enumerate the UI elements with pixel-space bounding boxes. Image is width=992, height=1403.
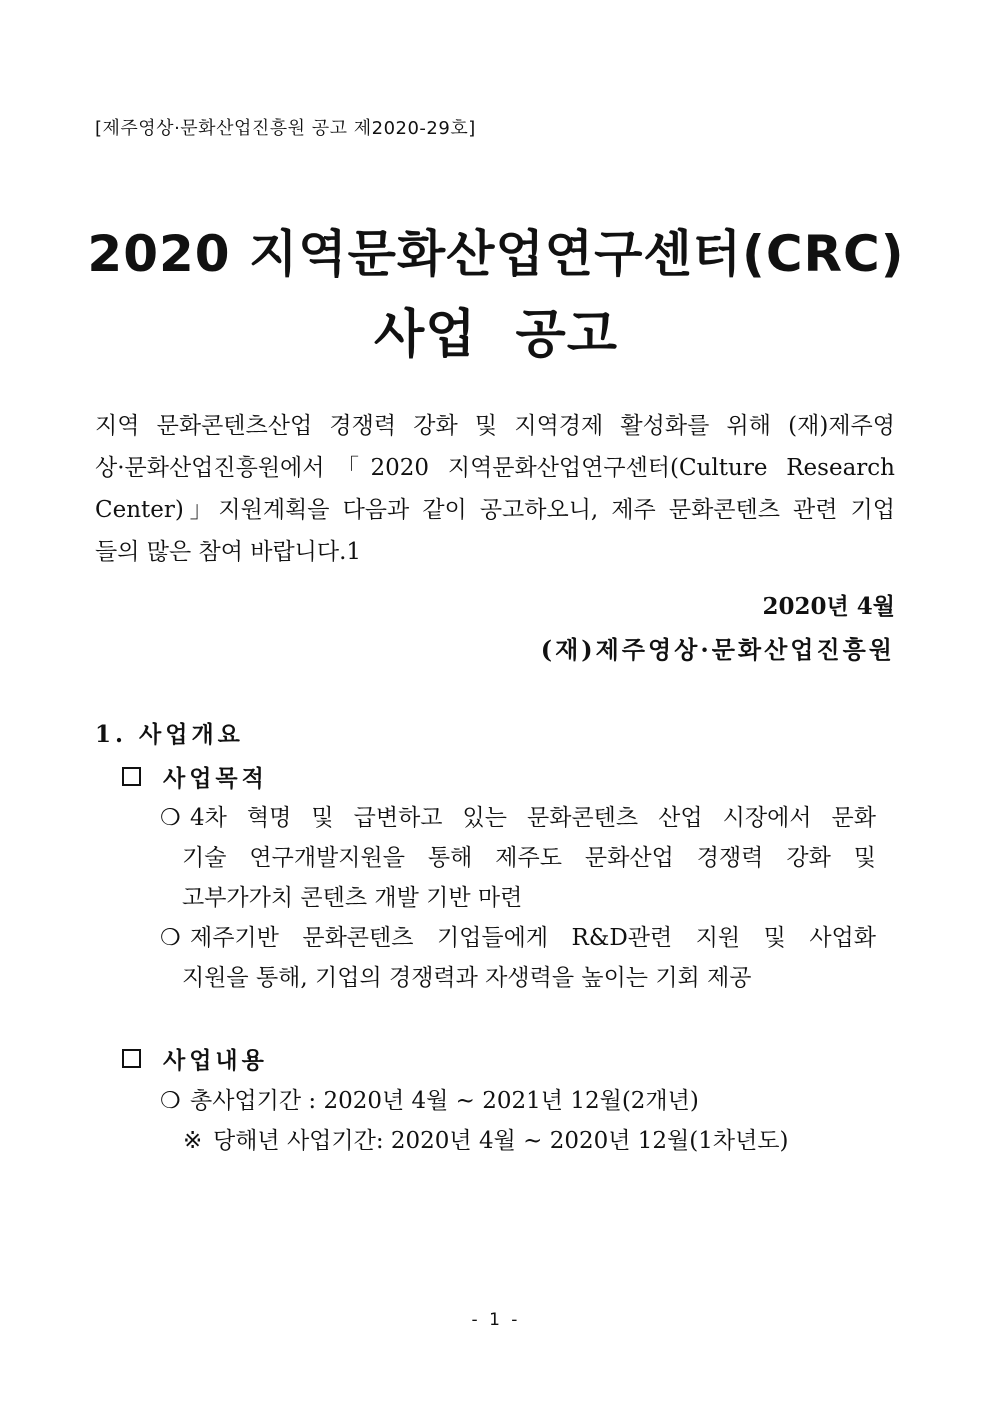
subsection-purpose	[122, 760, 268, 793]
intro-line: Center)」지원계획을 다음과 같이 공고하오니, 제주 문화콘텐츠 관련 기업	[95, 497, 895, 523]
announcement-date: 2020년 4월	[762, 593, 895, 620]
note-item	[183, 1121, 899, 1161]
list-item-text: 총사업기간 : 2020년 4월 ~ 2021년 12월(2개년)	[190, 1088, 699, 1114]
page-subtitle: 사업 공고	[373, 305, 619, 365]
intro-line: 들의 많은 참여 바랍니다.1	[95, 539, 362, 565]
section-heading: 1. 사업개요	[95, 721, 244, 748]
intro-paragraph	[95, 405, 895, 573]
notice-number: [제주영상·문화산업진흥원 공고 제2020-29호]	[95, 118, 476, 139]
circle-bullet-icon: ❍	[160, 925, 181, 951]
list-item-text: 기술 연구개발지원을 통해 제주도 문화산업 경쟁력 강화 및	[182, 845, 876, 871]
subsection-heading: 사업내용	[163, 1047, 268, 1074]
page-title: 2020 지역문화산업연구센터(CRC)	[87, 225, 905, 283]
page-number: - 1 -	[471, 1310, 521, 1330]
list-item	[160, 1081, 876, 1121]
intro-line: 상·문화산업진흥원에서「2020 지역문화산업연구센터(Culture Research	[95, 455, 895, 481]
list-item-text: 4차 혁명 및 급변하고 있는 문화콘텐츠 산업 시장에서 문화	[190, 805, 876, 831]
circle-bullet-icon: ❍	[160, 805, 181, 831]
subsection-heading: 사업목적	[163, 765, 268, 792]
intro-line: 지역 문화콘텐츠산업 경쟁력 강화 및 지역경제 활성화를 위해 (재)제주영	[95, 413, 895, 439]
reference-mark-icon: ※	[183, 1128, 203, 1154]
list-item	[160, 798, 876, 918]
note-text: 당해년 사업기간: 2020년 4월 ~ 2020년 12월(1차년도)	[213, 1128, 789, 1154]
checkbox-square-icon	[122, 1049, 141, 1068]
subsection-content	[122, 1042, 268, 1075]
list-item-text: 지원을 통해, 기업의 경쟁력과 자생력을 높이는 기회 제공	[182, 965, 752, 991]
list-item-text: 고부가가치 콘텐츠 개발 기반 마련	[182, 885, 523, 911]
organization-name: (재)제주영상·문화산업진흥원	[540, 635, 895, 664]
circle-bullet-icon: ❍	[160, 1088, 181, 1114]
list-item	[160, 918, 876, 998]
checkbox-square-icon	[122, 767, 141, 786]
list-item-text: 제주기반 문화콘텐츠 기업들에게 R&D관련 지원 및 사업화	[190, 925, 876, 951]
